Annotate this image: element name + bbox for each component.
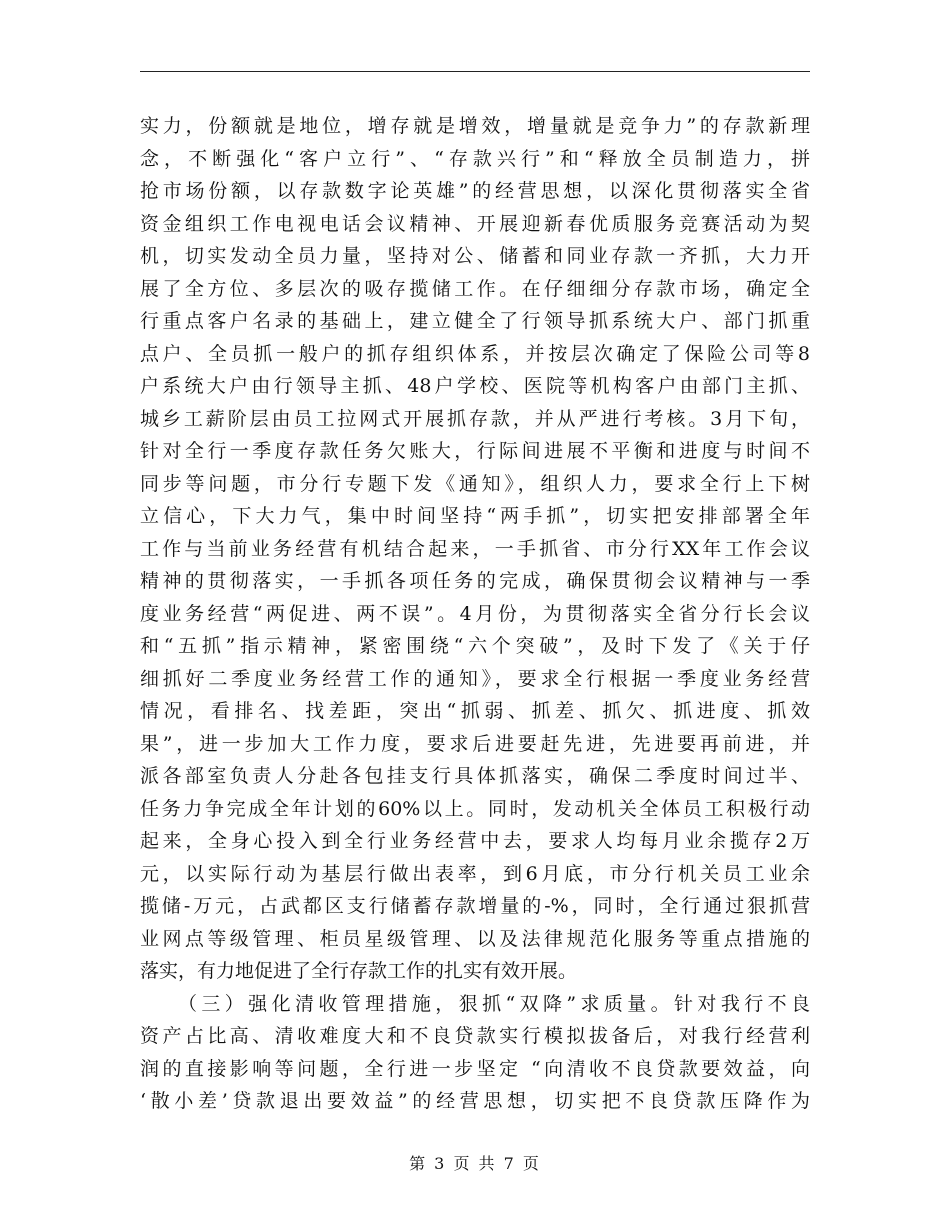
document-body <box>140 110 810 1118</box>
current-page-number: 3 <box>434 1154 447 1173</box>
text-line: 户系统大户由行领导主抓、48户学校、医院等机构客户由部门主抓、 <box>140 375 810 397</box>
footer-suffix: 页 <box>522 1154 541 1173</box>
text-line: 度业务经营“两促进、两不误”。4月份，为贯彻落实全省分行长会议 <box>140 602 810 625</box>
text-line: 润的直接影响等问题，全行进一步坚定 “向清收不良贷款要效益，向 <box>140 1057 810 1080</box>
text-line: 资金组织工作电视电话会议精神、开展迎新春优质服务竞赛活动为契 <box>140 212 810 235</box>
text-line: 起来，全身心投入到全行业务经营中去，要求人均每月业余揽存2万 <box>140 830 810 852</box>
text-line: 任务力争完成全年计划的60%以上。同时，发动机关全体员工积极行动 <box>140 797 810 820</box>
text-line: 业网点等级管理、柜员星级管理、以及法律规范化服务等重点措施的 <box>140 927 810 950</box>
text-line: 行重点客户名录的基础上，建立健全了行领导抓系统大户、部门抓重 <box>140 310 810 332</box>
header-rule <box>140 71 810 72</box>
text-line: 元，以实际行动为基层行做出表率，到6月底，市分行机关员工业余 <box>140 862 810 885</box>
text-line: 精神的贯彻落实，一手抓各项任务的完成，确保贯彻会议精神与一季 <box>140 570 810 592</box>
text-line: 派各部室负责人分赴各包挂支行具体抓落实，确保二季度时间过半、 <box>140 765 810 787</box>
text-line: 实力，份额就是地位，增存就是增效，增量就是竞争力”的存款新理 <box>140 115 810 137</box>
total-page-count: 7 <box>503 1154 516 1173</box>
text-line: （三）强化清收管理措施，狠抓“双降”求质量。针对我行不良 <box>178 992 810 1015</box>
text-line: 立信心，下大力气，集中时间坚持“两手抓”，切实把安排部署全年 <box>140 505 810 527</box>
text-line: 抢市场份额，以存款数字论英雄”的经营思想，以深化贯彻落实全省 <box>140 180 810 202</box>
text-line: 工作与当前业务经营有机结合起来，一手抓省、市分行XX年工作会议 <box>140 537 810 560</box>
text-line: 情况，看排名、找差距，突出“抓弱、抓差、抓欠、抓进度、抓效 <box>140 700 810 722</box>
text-line: 展了全方位、多层次的吸存揽储工作。在仔细细分存款市场，确定全 <box>140 277 810 300</box>
text-line: ‘散小差’贷款退出要效益”的经营思想，切实把不良贷款压降作为 <box>140 1090 810 1112</box>
text-line: 细抓好二季度业务经营工作的通知》，要求全行根据一季度业务经营 <box>140 667 810 690</box>
text-line: 和“五抓”指示精神，紧密围绕“六个突破”，及时下发了《关于仔 <box>140 635 810 657</box>
footer-middle: 页 共 <box>453 1154 497 1173</box>
text-line: 果”，进一步加大工作力度，要求后进要赶先进，先进要再前进，并 <box>140 732 810 755</box>
text-line: 资产占比高、清收难度大和不良贷款实行模拟拔备后，对我行经营利 <box>140 1025 810 1047</box>
text-line: 同步等问题，市分行专题下发《通知》，组织人力，要求全行上下树 <box>140 472 810 495</box>
page-footer <box>0 1154 950 1174</box>
footer-prefix: 第 <box>409 1154 428 1173</box>
text-line: 点户、全员抓一般户的抓存组织体系，并按层次确定了保险公司等8 <box>140 342 810 365</box>
text-line: 针对全行一季度存款任务欠账大，行际间进展不平衡和进度与时间不 <box>140 440 810 462</box>
text-line: 机，切实发动全员力量，坚持对公、储蓄和同业存款一齐抓，大力开 <box>140 245 810 267</box>
text-line: 落实，有力地促进了全行存款工作的扎实有效开展。 <box>140 960 578 982</box>
text-line: 念，不断强化“客户立行”、“存款兴行”和“释放全员制造力，拼 <box>140 147 810 170</box>
text-line: 揽储-万元，占武都区支行储蓄存款增量的-%，同时，全行通过狠抓营 <box>140 895 810 917</box>
text-line: 城乡工薪阶层由员工拉网式开展抓存款，并从严进行考核。3月下旬， <box>140 407 810 430</box>
